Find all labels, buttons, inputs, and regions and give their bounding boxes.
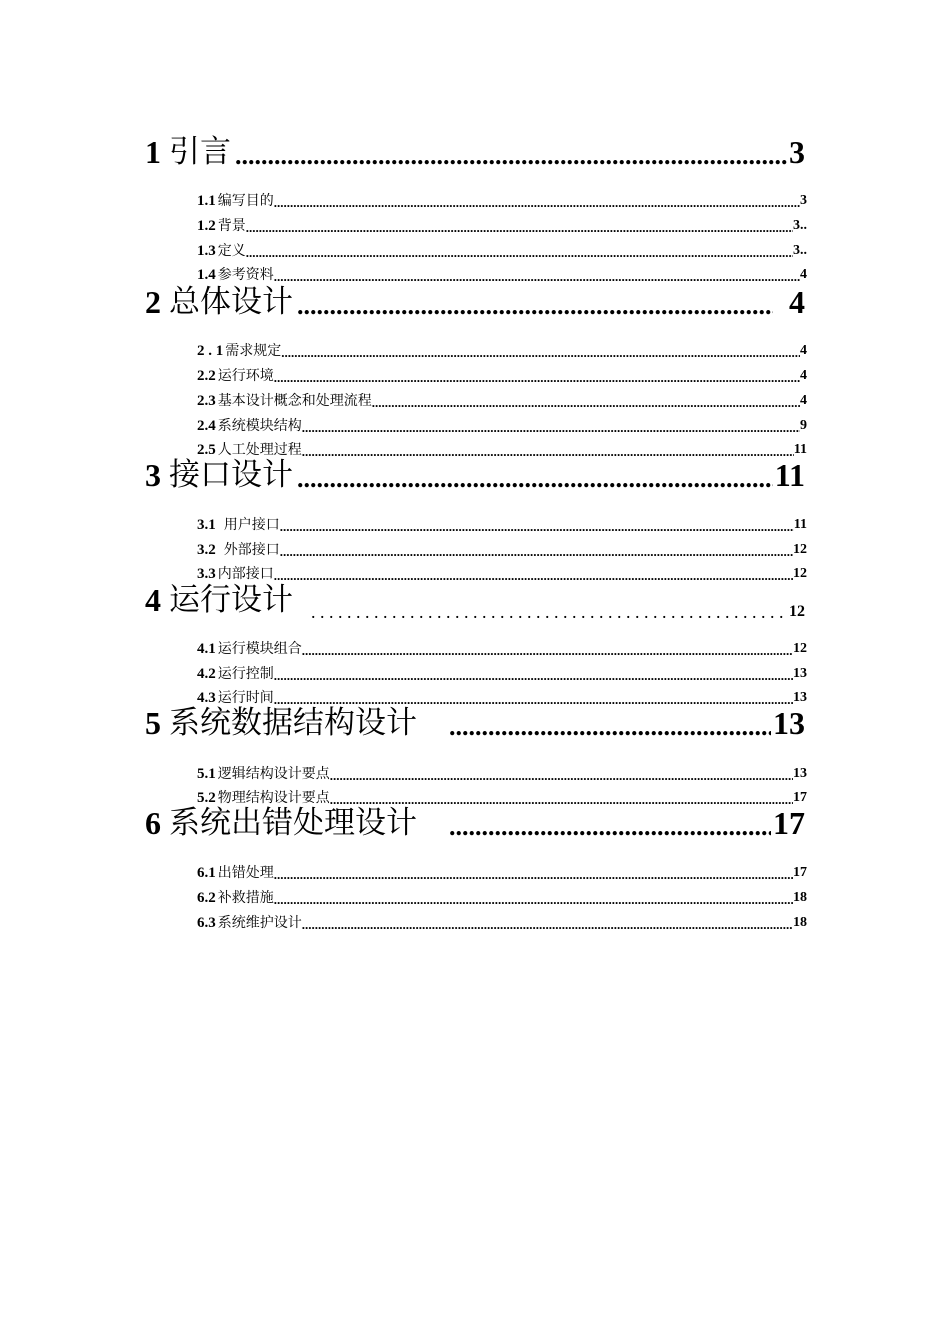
dot-leader	[281, 344, 800, 362]
page-number: 17	[773, 805, 805, 841]
dot-leader	[274, 891, 793, 909]
chapter-number: 5	[145, 705, 161, 741]
page-number: 11	[793, 442, 807, 457]
section-title: 定义	[217, 243, 246, 259]
section-number: 2.4	[197, 418, 216, 434]
toc-section-2-3[interactable]	[197, 390, 807, 412]
section-number: 2.5	[197, 442, 216, 458]
toc-section-2-1[interactable]	[197, 340, 807, 362]
toc-section-1-2[interactable]	[197, 215, 807, 237]
toc-section-2-4[interactable]	[197, 415, 807, 437]
section-number: 1.2	[197, 218, 216, 234]
page-number: 4	[789, 284, 805, 320]
section-title: 出错处理	[217, 865, 274, 881]
chapter-title: 系统数据结构设计	[169, 705, 417, 741]
page-number: 9	[800, 418, 807, 433]
dot-leader	[372, 394, 800, 412]
page-number: 4	[800, 393, 807, 408]
section-title: 基本设计概念和处理流程	[217, 393, 372, 409]
section-title: 外部接口	[223, 542, 280, 558]
chapter-number: 6	[145, 805, 161, 841]
toc-chapter-5[interactable]	[145, 703, 805, 743]
dot-leader	[297, 463, 773, 495]
page-number: 11	[793, 517, 807, 532]
section-number: 3.2	[197, 542, 216, 558]
section-title: 运行时间	[217, 690, 274, 706]
page-number: 12	[793, 566, 807, 581]
page-number: 3..	[793, 243, 807, 258]
section-number: 4.3	[197, 690, 216, 706]
page-number: 13	[793, 690, 807, 705]
section-title: 编写目的	[217, 193, 274, 209]
page-number: 12	[793, 542, 807, 557]
toc-section-6-2[interactable]	[197, 887, 807, 909]
section-number: 5.1	[197, 766, 216, 782]
section-number: 1.1	[197, 193, 216, 209]
section-title: 参考资料	[217, 267, 274, 283]
section-title: 逻辑结构设计要点	[217, 766, 330, 782]
page-number: 3	[789, 134, 805, 170]
section-number: 2.3	[197, 393, 216, 409]
section-title: 背景	[217, 218, 246, 234]
page-number: 17	[793, 790, 807, 805]
section-title: 运行模块组合	[217, 641, 302, 657]
section-number: 2 . 1	[197, 343, 224, 359]
chapter-number: 4	[145, 582, 161, 618]
toc-chapter-1[interactable]	[145, 132, 805, 172]
toc-section-2-2[interactable]	[197, 365, 807, 387]
page-number: 13	[793, 666, 807, 681]
page-number: 18	[793, 890, 807, 905]
dot-leader	[311, 602, 787, 622]
section-title: 用户接口	[223, 517, 280, 533]
page-number: 18	[793, 915, 807, 930]
section-number: 1.3	[197, 243, 216, 259]
section-title: 人工处理过程	[217, 442, 302, 458]
chapter-number: 1	[145, 134, 161, 170]
toc-section-6-1[interactable]	[197, 862, 807, 884]
toc-section-5-1[interactable]	[197, 763, 807, 785]
dot-leader	[302, 916, 793, 934]
section-title: 需求规定	[225, 343, 282, 359]
section-number: 4.2	[197, 666, 216, 682]
page-number: 12	[793, 641, 807, 656]
dot-leader	[246, 244, 793, 262]
page-number: 3..	[793, 218, 807, 233]
section-number: 6.2	[197, 890, 216, 906]
dot-leader	[280, 543, 793, 561]
dot-leader	[274, 667, 793, 685]
chapter-title: 接口设计	[169, 457, 293, 493]
toc-section-1-1[interactable]	[197, 190, 807, 212]
dot-leader	[274, 866, 793, 884]
dot-leader	[449, 811, 771, 843]
dot-leader	[246, 219, 793, 237]
dot-leader	[302, 642, 793, 660]
page-number: 4	[800, 343, 807, 358]
section-title: 内部接口	[217, 566, 274, 582]
page-number: 13	[773, 705, 805, 741]
page-number: 12	[789, 603, 805, 620]
toc-chapter-4[interactable]	[145, 580, 805, 626]
section-number: 3.3	[197, 566, 216, 582]
section-number: 2.2	[197, 368, 216, 384]
toc-section-1-3[interactable]	[197, 240, 807, 262]
section-title: 系统维护设计	[217, 915, 302, 931]
chapter-title: 总体设计	[169, 284, 293, 320]
dot-leader	[302, 419, 800, 437]
toc-chapter-3[interactable]	[145, 455, 805, 495]
dot-leader	[297, 290, 773, 322]
dot-leader	[449, 711, 771, 743]
page-number: 4	[800, 368, 807, 383]
toc-section-6-3[interactable]	[197, 912, 807, 934]
section-title: 补救措施	[217, 890, 274, 906]
toc-section-3-1[interactable]	[197, 514, 807, 536]
toc-section-3-2[interactable]	[197, 539, 807, 561]
section-title: 物理结构设计要点	[217, 790, 330, 806]
section-number: 3.1	[197, 517, 216, 533]
page-number: 17	[793, 865, 807, 880]
section-number: 6.1	[197, 865, 216, 881]
toc-chapter-6[interactable]	[145, 803, 805, 843]
section-number: 1.4	[197, 267, 216, 283]
section-title: 系统模块结构	[217, 418, 302, 434]
page-number: 13	[793, 766, 807, 781]
section-number: 5.2	[197, 790, 216, 806]
toc-section-4-2[interactable]	[197, 663, 807, 685]
dot-leader	[235, 140, 787, 172]
dot-leader	[274, 194, 800, 212]
toc-section-4-1[interactable]	[197, 638, 807, 660]
chapter-number: 2	[145, 284, 161, 320]
chapter-title: 引言	[169, 134, 231, 170]
dot-leader	[274, 369, 800, 387]
dot-leader	[330, 767, 793, 785]
section-title: 运行环境	[217, 368, 274, 384]
page-number: 11	[774, 457, 805, 493]
section-title: 运行控制	[217, 666, 274, 682]
section-number: 4.1	[197, 641, 216, 657]
dot-leader	[280, 518, 794, 536]
section-number: 6.3	[197, 915, 216, 931]
chapter-title: 运行设计	[169, 582, 293, 618]
page-number: 4	[800, 267, 807, 282]
toc-chapter-2[interactable]	[145, 282, 805, 322]
chapter-title: 系统出错处理设计	[169, 805, 417, 841]
page-number: 3	[800, 193, 807, 208]
chapter-number: 3	[145, 457, 161, 493]
